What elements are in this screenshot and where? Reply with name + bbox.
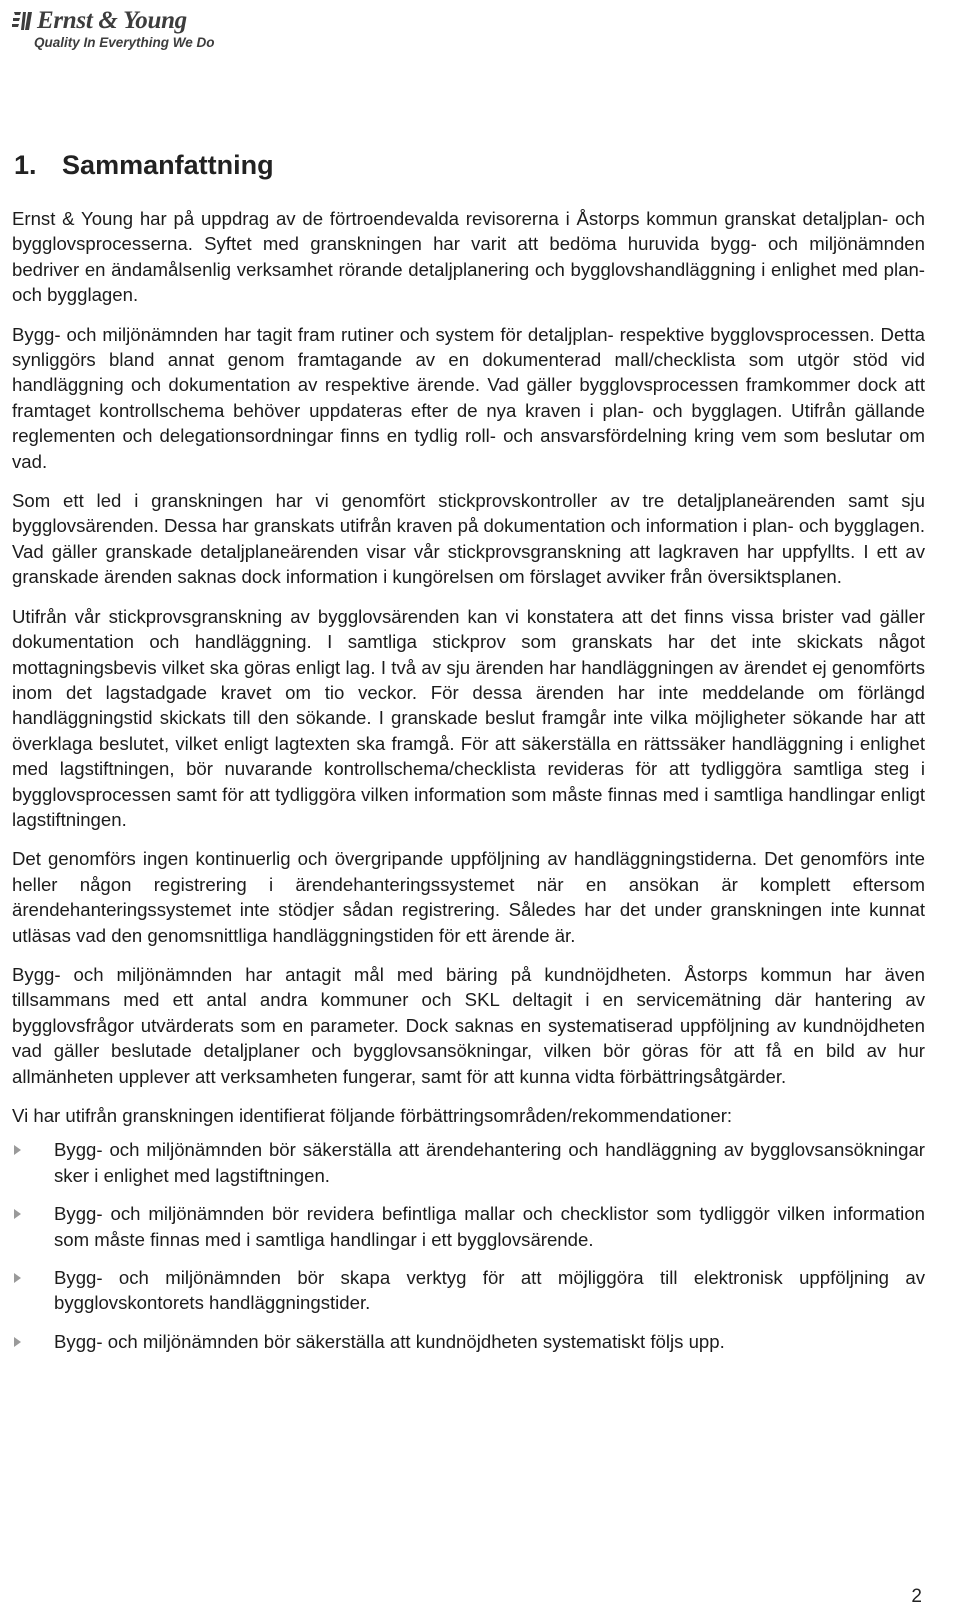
ey-logo-icon xyxy=(12,10,34,32)
recommendation-text: Bygg- och miljönämnden bör säkerställa att ärendehantering och handläggning av bygglovsansökningar sker i enlighet med lagstiftningen. xyxy=(54,1139,925,1186)
recommendation-item xyxy=(12,1265,925,1316)
paragraph-3: Som ett led i granskningen har vi genomfört stickprovskontroller av tre detaljplaneärenden samt sju bygglovsärenden. Dessa har granskats utifrån kraven på dokumentation och information i plan- och bygglagen. Vad gäller granskade detaljplaneärenden visar vår stickprovsgranskning att lagkraven har uppfyllts. I ett av granskade ärenden saknas dock information i kungörelsen om förslaget avviker från översiktsplanen. xyxy=(12,490,925,588)
summary-body xyxy=(12,206,925,1367)
section-heading xyxy=(14,150,274,181)
logo-name: Ernst & Young xyxy=(37,7,187,34)
triangle-bullet-icon xyxy=(14,1145,21,1155)
triangle-bullet-icon xyxy=(14,1273,21,1283)
triangle-bullet-icon xyxy=(14,1209,21,1219)
paragraph-2: Bygg- och miljönämnden har tagit fram rutiner och system för detaljplan- respektive bygglovsprocessen. Detta synliggörs bland annat genom framtagande av en dokumenterad mall/checklista som utgör stöd vid handläggning och dokumentation av respektive ärende. Vad gäller bygglovsprocessen framkommer dock att framtaget kontrollschema behöver uppdateras efter de nya kraven i plan- och bygglagen. Utifrån gällande reglementen och delegationsordningar finns en tydlig roll- och ansvarsfördelning kring vem som beslutar om vad. xyxy=(12,323,925,472)
recommendation-text: Bygg- och miljönämnden bör säkerställa att kundnöjdheten systematiskt följs upp. xyxy=(54,1330,725,1352)
section-title: Sammanfattning xyxy=(62,150,274,180)
recommendation-item xyxy=(12,1201,925,1252)
paragraph-5: Det genomförs ingen kontinuerlig och övergripande uppföljning av handläggningstiderna. Det genomförs inte heller någon registrering i ärendehanteringssystemet när en ansökan är komplett eftersom ärendehanteringssystemet inte stödjer sådan registrering. Således har det under granskningen inte kunnat utläsas vad den genomsnittliga handläggningstiden för ett ärende är. xyxy=(12,848,925,946)
paragraph-7: Vi har utifrån granskningen identifierat följande förbättringsområden/rekommendationer: xyxy=(12,1105,733,1126)
recommendation-list xyxy=(12,1137,925,1354)
page-number: 2 xyxy=(911,1586,922,1607)
logo-tagline: Quality In Everything We Do xyxy=(34,35,215,50)
paragraph-6: Bygg- och miljönämnden har antagit mål med bäring på kundnöjdheten. Åstorps kommun har även tillsammans med ett antal andra kommuner och SKL deltagit i en servicemätning där hantering av bygglovsfrågor utvärderats som en parameter. Dock saknas en systematiserad uppföljning av kundnöjdheten vad gäller beslutade detaljplaner och bygglovsansökningar, vilken bör göras för att få en bild av hur allmänheten upplever att verksamheten fungerar, samt för att kunna vidta förbättringsåtgärder. xyxy=(12,963,925,1087)
section-number: 1. xyxy=(14,150,37,180)
recommendation-text: Bygg- och miljönämnden bör skapa verktyg för att möjliggöra till elektronisk uppföljning av bygglovskontorets handläggningstider. xyxy=(54,1267,925,1314)
logo-row xyxy=(12,8,215,34)
paragraph-4: Utifrån vår stickprovsgranskning av bygglovsärenden kan vi konstatera att det finns vissa brister vad gäller dokumentation och handläggning. I samtliga stickprov som granskats har det inte skickats något mottagningsbevis vilket ska göras enligt lag. I två av sju ärenden har handläggningen av ärendet ej genomförts inom det lagstadgade kravet om tio veckor. För dessa ärenden har inte meddelande om förlängd handläggningstid skickats till den sökande. I granskade beslut framgår inte vilka möjligheter sökande har att överklaga beslutet, vilket enligt lagtexten ska framgå. För att säkerställa en rättssäker handläggning i enlighet med lagstiftningen, bör nuvarande kontrollschema/checklista revideras för att tydliggöra samtliga steg i bygglovsprocessen samt för att tydliggöra vilken information som måste finnas med i samtliga handlingar enligt lagstiftningen. xyxy=(12,605,925,830)
recommendation-item xyxy=(12,1137,925,1188)
company-logo xyxy=(12,8,215,50)
triangle-bullet-icon xyxy=(14,1337,21,1347)
recommendation-item xyxy=(12,1329,925,1354)
paragraph-1: Ernst & Young har på uppdrag av de förtroendevalda revisorerna i Åstorps kommun granskat detaljplan- och bygglovsprocesserna. Syftet med granskningen har varit att bedöma huruvida bygg- och miljönämnden bedriver en ändamålsenlig verksamhet rörande detaljplanering och bygglovshandläggning i enlighet med plan- och bygglagen. xyxy=(12,208,925,306)
recommendation-text: Bygg- och miljönämnden bör revidera befintliga mallar och checklistor som tydliggör vilken information som måste finnas med i samtliga handlingar i ett bygglovsärende. xyxy=(54,1203,925,1250)
